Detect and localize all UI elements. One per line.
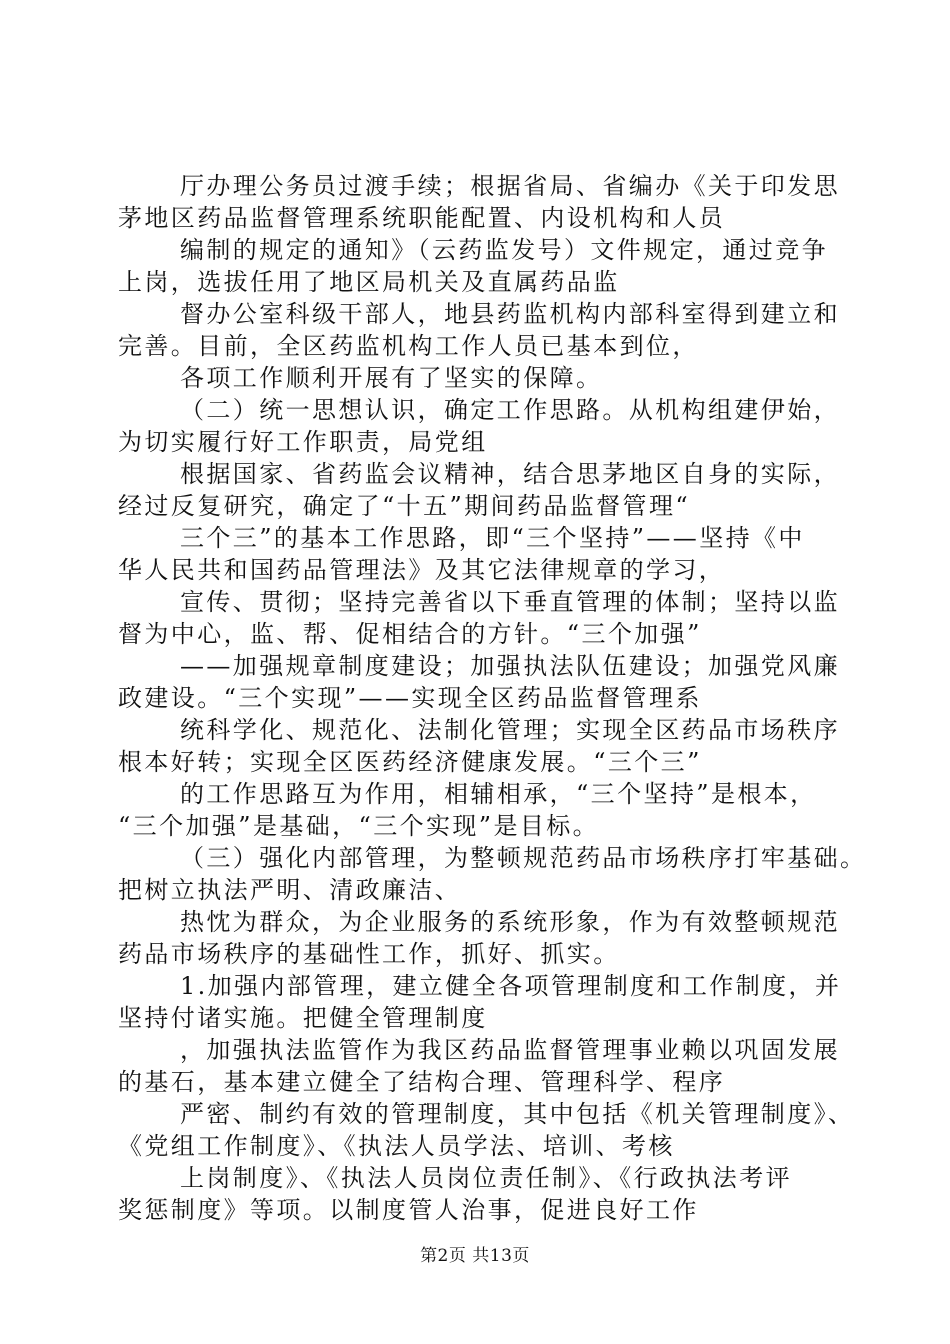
paragraph bbox=[118, 1034, 838, 1098]
paragraph-first-line: 编制的规定的通知》（云药监发号）文件规定，通过竞争 bbox=[180, 236, 828, 264]
paragraph-continuation: “三个加强”是基础，“三个实现”是目标。 bbox=[118, 812, 600, 840]
paragraph-first-line: （三）强化内部管理，为整顿规范药品市场秩序打牢基础。 bbox=[180, 844, 867, 872]
paragraph-first-line: 督办公室科级干部人，地县药监机构内部科室得到建立和 bbox=[180, 300, 840, 328]
paragraph-continuation: 上岗，选拔任用了地区局机关及直属药品监 bbox=[118, 268, 620, 296]
paragraph-first-line: 各项工作顺利开展有了坚实的保障。 bbox=[180, 364, 603, 392]
paragraph-first-line: 宣传、贯彻；坚持完善省以下垂直管理的体制；坚持以监 bbox=[180, 588, 840, 616]
paragraph bbox=[118, 522, 838, 586]
paragraph bbox=[118, 1162, 838, 1226]
paragraph-continuation: 的基石，基本建立健全了结构合理、管理科学、程序 bbox=[118, 1068, 726, 1096]
paragraph-first-line: 三个三”的基本工作思路，即“三个坚持”——坚持《中 bbox=[180, 524, 805, 552]
paragraph bbox=[118, 842, 867, 906]
paragraph-first-line: （二）统一思想认识，确定工作思路。从机构组建伊始， bbox=[180, 396, 840, 424]
paragraph-first-line: 根据国家、省药监会议精神，结合思茅地区自身的实际， bbox=[180, 460, 840, 488]
paragraph-continuation: 坚持付诸实施。把健全管理制度 bbox=[118, 1004, 488, 1032]
paragraph bbox=[118, 362, 838, 394]
paragraph bbox=[118, 650, 838, 714]
paragraph-continuation: 把树立执法严明、清政廉洁、 bbox=[118, 876, 462, 904]
paragraph-first-line: 统科学化、规范化、法制化管理；实现全区药品市场秩序 bbox=[180, 716, 840, 744]
paragraph bbox=[118, 1098, 855, 1162]
paragraph bbox=[118, 778, 838, 842]
paragraph-continuation: 督为中心，监、帮、促相结合的方针。“三个加强” bbox=[118, 620, 702, 648]
paragraph bbox=[118, 906, 838, 970]
paragraph-first-line: 的工作思路互为作用，相辅相承，“三个坚持”是根本， bbox=[180, 780, 817, 808]
paragraph-first-line: 热忱为群众，为企业服务的系统形象，作为有效整顿规范 bbox=[180, 908, 840, 936]
paragraph-continuation: 政建设。“三个实现”——实现全区药品监督管理系 bbox=[118, 684, 702, 712]
paragraph-first-line: 上岗制度》、《执法人员岗位责任制》、《行政执法考评 bbox=[180, 1164, 792, 1192]
paragraph bbox=[118, 586, 838, 650]
paragraph-continuation: 华人民共和国药品管理法》及其它法律规章的学习， bbox=[118, 556, 726, 584]
paragraph bbox=[118, 714, 838, 778]
paragraph bbox=[118, 458, 838, 522]
paragraph-continuation: 茅地区药品监督管理系统职能配置、内设机构和人员 bbox=[118, 204, 726, 232]
paragraph-first-line: 严密、制约有效的管理制度，其中包括《机关管理制度》、 bbox=[180, 1100, 855, 1128]
page-number-footer: 第2页 共13页 bbox=[420, 1246, 530, 1266]
paragraph bbox=[118, 394, 838, 458]
paragraph-continuation: 完善。目前，全区药监机构工作人员已基本到位， bbox=[118, 332, 699, 360]
paragraph bbox=[118, 970, 842, 1034]
paragraph bbox=[118, 298, 838, 362]
paragraph-continuation: 为切实履行好工作职责，局党组 bbox=[118, 428, 488, 456]
paragraph-continuation: 《党组工作制度》、《执法人员学法、培训、考核 bbox=[118, 1132, 675, 1160]
paragraph-continuation: 药品市场秩序的基础性工作，抓好、抓实。 bbox=[118, 940, 620, 968]
paragraph-first-line: ，加强执法监管作为我区药品监督管理事业赖以巩固发展 bbox=[180, 1036, 840, 1064]
paragraph-first-line: 厅办理公务员过渡手续；根据省局、省编办《关于印发思 bbox=[180, 172, 840, 200]
paragraph-continuation: 经过反复研究，确定了“十五”期间药品监督管理“ bbox=[118, 492, 691, 520]
document-body bbox=[118, 170, 867, 1226]
paragraph-first-line: ——加强规章制度建设；加强执法队伍建设；加强党风廉 bbox=[180, 652, 840, 680]
paragraph bbox=[118, 234, 838, 298]
paragraph-continuation: 根本好转；实现全区医药经济健康发展。“三个三” bbox=[118, 748, 702, 776]
paragraph bbox=[118, 170, 838, 234]
paragraph-continuation: 奖惩制度》等项。以制度管人治事，促进良好工作 bbox=[118, 1196, 699, 1224]
paragraph-first-line: 1.加强内部管理，建立健全各项管理制度和工作制度，并 bbox=[180, 972, 842, 1000]
